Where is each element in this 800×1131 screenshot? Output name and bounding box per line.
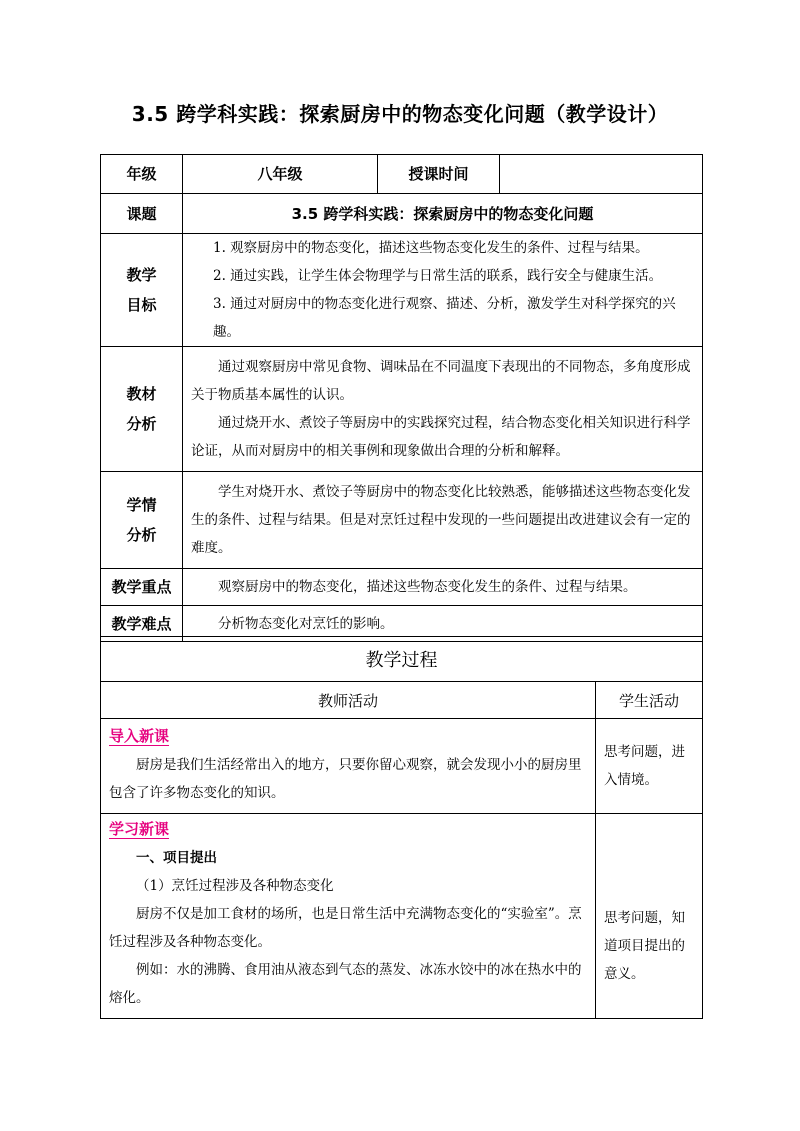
goal-item: 2. 通过实践，让学生体会物理学与日常生活的联系，践行安全与健康生活。 <box>213 268 663 284</box>
grade-label: 年级 <box>101 155 183 194</box>
student-activity-header: 学生活动 <box>596 682 703 719</box>
material-text <box>183 347 703 472</box>
project-subheading: （1）烹饪过程涉及各种物态变化 <box>136 878 334 894</box>
new-lesson-student-cell: 思考问题，知道项目提出的意义。 <box>596 814 703 1019</box>
time-label: 授课时间 <box>378 155 500 194</box>
lesson-info-table <box>100 154 703 642</box>
material-paragraph: 通过观察厨房中常见食物、调味品在不同温度下表现出的不同物态，多角度形成关于物质基本属性的认识。 <box>191 359 691 403</box>
goals-row <box>101 234 703 347</box>
difficult-point-value: 分析物态变化对烹饪的影响。 <box>183 606 703 642</box>
learner-label: 学情 分析 <box>101 472 183 569</box>
page-title: 3.5 跨学科实践：探索厨房中的物态变化问题（教学设计） <box>131 102 669 126</box>
project-heading: 一、项目提出 <box>136 850 217 866</box>
goal-item: 1. 观察厨房中的物态变化，描述这些物态变化发生的条件、过程与结果。 <box>213 240 649 256</box>
topic-row <box>101 194 703 234</box>
topic-label: 课题 <box>101 194 183 234</box>
new-lesson-section-tag: 学习新课 <box>109 820 170 838</box>
teacher-activity-header: 教师活动 <box>101 682 596 719</box>
time-value <box>500 155 703 194</box>
material-paragraph: 通过烧开水、煮饺子等厨房中的实践探究过程，结合物态变化相关知识进行科学论证，从而对厨房中的相关事例和现象做出合理的分析和解释。 <box>191 415 691 459</box>
intro-row <box>101 719 703 814</box>
goal-item: 3. 通过对厨房中的物态变化进行观察、描述、分析，激发学生对科学探究的兴趣。 <box>213 296 676 340</box>
learner-text: 学生对烧开水、煮饺子等厨房中的物态变化比较熟悉，能够描述这些物态变化发生的条件、过程与结果。但是对烹饪过程中发现的一些问题提出改进建议会有一定的难度。 <box>183 472 703 569</box>
project-paragraph: 厨房不仅是加工食材的场所，也是日常生活中充满物态变化的“实验室”。烹饪过程涉及各种物态变化。 <box>109 906 582 950</box>
intro-paragraph: 厨房是我们生活经常出入的地方，只要你留心观察，就会发现小小的厨房里包含了许多物态变化的知识。 <box>109 757 582 801</box>
topic-value: 3.5 跨学科实践：探索厨房中的物态变化问题 <box>183 194 703 234</box>
key-point-label: 教学重点 <box>101 569 183 606</box>
teaching-process-table <box>100 636 703 1019</box>
goals-list <box>183 234 703 347</box>
new-lesson-teacher-cell <box>101 814 596 1019</box>
material-row <box>101 347 703 472</box>
key-point-value: 观察厨房中的物态变化，描述这些物态变化发生的条件、过程与结果。 <box>183 569 703 606</box>
process-heading: 教学过程 <box>101 637 703 682</box>
grade-value: 八年级 <box>183 155 378 194</box>
process-heading-row <box>101 637 703 682</box>
project-paragraph: 例如：水的沸腾、食用油从液态到气态的蒸发、冰冻水饺中的冰在热水中的熔化。 <box>109 962 582 1006</box>
key-point-row <box>101 569 703 606</box>
grade-row <box>101 155 703 194</box>
intro-teacher-cell <box>101 719 596 814</box>
learner-row <box>101 472 703 569</box>
difficult-point-label: 教学难点 <box>101 606 183 642</box>
intro-section-tag: 导入新课 <box>109 727 170 745</box>
intro-student-cell: 思考问题，进入情境。 <box>596 719 703 814</box>
goals-label: 教学 目标 <box>101 234 183 347</box>
material-label: 教材 分析 <box>101 347 183 472</box>
process-column-row <box>101 682 703 719</box>
new-lesson-row <box>101 814 703 1019</box>
